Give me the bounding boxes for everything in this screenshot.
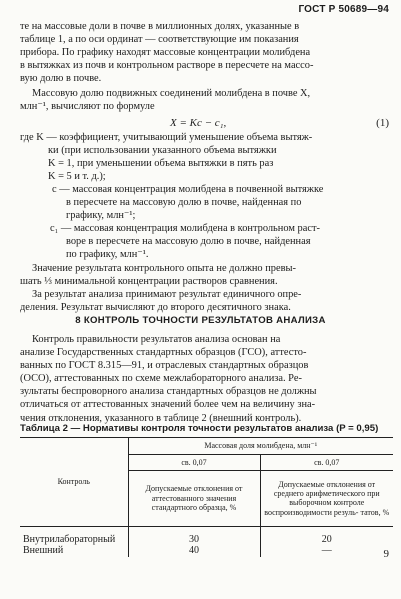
- section-heading: 8 КОНТРОЛЬ ТОЧНОСТИ РЕЗУЛЬТАТОВ АНАЛИЗА: [75, 315, 326, 326]
- norms-table: [20, 437, 393, 557]
- column-group-header: Массовая доля молибдена, млн⁻¹: [128, 438, 393, 455]
- text-line: зультаты беспроворного анализа стандартных образцов не должны: [20, 386, 317, 398]
- paragraph-control-experiment: [20, 262, 390, 314]
- text-line: Контроль правильности результатов анализа основан на: [32, 334, 281, 345]
- text-line: ванных по ГОСТ 8.315—91, и отраслевых стандартных образцов: [20, 360, 309, 372]
- text-line: шать ⅓ минимальной концентрации растворов сравнения.: [20, 276, 278, 288]
- definition-c-line: c — массовая концентрация молибдена в почвенной вытяжке: [52, 184, 324, 195]
- definition-k-line: K = 1, при уменьшении объема вытяжки в пять раз: [48, 158, 274, 169]
- definition-k-line: K = 5 и т. д.);: [48, 171, 106, 182]
- standard-header: ГОСТ Р 50689—94: [298, 4, 389, 15]
- text-line: Массовую долю подвижных соединений молибдена в почве X,: [32, 88, 311, 99]
- subheader-reference-deviation: Допускаемые отклонения от аттестованного значения стандартного образца, %: [128, 470, 260, 526]
- table-caption: Таблица 2 — Нормативы контроля точности результатов анализа (P = 0,95): [20, 423, 379, 434]
- text-line: в вытяжках из почв и контрольном растворе в пересчете на массо-: [20, 60, 314, 72]
- text-line: те на массовые доли в почве в миллионных долях, указанные в: [20, 21, 300, 32]
- definition-k-line: ки (при использовании указанного объема вытяжки: [48, 145, 277, 156]
- text-line: За результат анализа принимают результат единичного опре-: [32, 289, 302, 301]
- cell-value: 20: [260, 527, 393, 546]
- page-number: 9: [383, 548, 389, 560]
- row-label: Внешний: [23, 545, 64, 557]
- definition-k-line: где K — коэффициент, учитывающий уменьшение объема вытяж-: [20, 132, 313, 143]
- text-line: млн⁻¹, вычисляют по формуле: [20, 101, 155, 113]
- row-label: Внутрилабораторный: [23, 534, 116, 545]
- range-header: св. 0,07: [128, 455, 260, 470]
- range-header: св. 0,07: [260, 455, 393, 470]
- text-line: (ОСО), аттестованных по схеме межлабораторного анализа. Ре-: [20, 373, 302, 385]
- text-line: анализе Государственных стандартных образцов (ГСО), аттесто-: [20, 347, 307, 359]
- formula: X = Kc − c₁,: [170, 117, 227, 129]
- text-line: отличаться от аттестованных значений более чем на величину зна-: [20, 399, 316, 411]
- text-line: Значение результата контрольного опыта не должно превы-: [32, 263, 296, 274]
- definition-c1-line: воре в пересчете на массовую долю в почве, найденная: [66, 236, 311, 247]
- text-line: прибора. По графику находят массовые концентрации молибдена: [20, 47, 311, 59]
- definition-c1-line: c₁ — массовая концентрация молибдена в контрольном раст-: [50, 223, 320, 234]
- text-line: чения отклонения, указанного в таблице 2 (внешний контроль).: [20, 412, 302, 424]
- formula-number: (1): [376, 117, 389, 129]
- definition-c-line: графику, млн⁻¹;: [66, 210, 136, 221]
- text-line: вую долю в почве.: [20, 73, 102, 85]
- paragraph-formula-intro: [20, 87, 390, 113]
- cell-value: —: [260, 545, 393, 556]
- paragraph-accuracy-control: [20, 333, 390, 425]
- table-row: [20, 527, 393, 546]
- subheader-reproducibility-deviation: Допускаемые отклонения от среднего арифметического при выборочном контроле воспроизводимости резуль- татов, %: [260, 470, 393, 526]
- table-row: [20, 545, 393, 556]
- column-header-control: Контроль: [20, 438, 128, 527]
- text-line: деления. Результат вычисляют до второго десятичного знака.: [20, 302, 291, 314]
- definition-c-line: в пересчете на массовую долю в почве, найденная по: [66, 197, 302, 208]
- text-line: таблице 1, а по оси ординат — соответствующие им показания: [20, 34, 299, 46]
- cell-value: 40: [128, 545, 260, 556]
- paragraph-graph-reading: [20, 20, 390, 85]
- cell-value: 30: [128, 527, 260, 546]
- definition-c1-line: по графику, млн⁻¹.: [66, 249, 149, 260]
